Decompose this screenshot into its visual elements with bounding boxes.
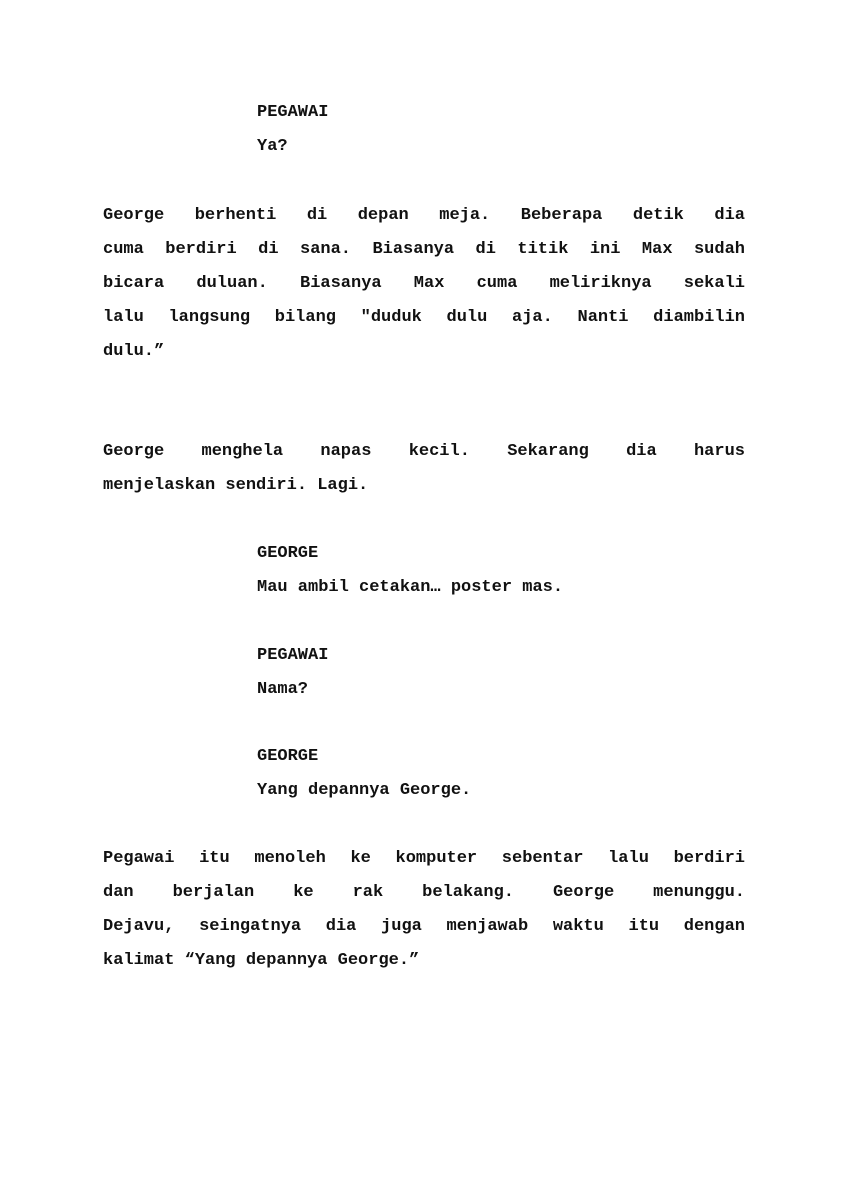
character-name: PEGAWAI [257,646,329,665]
action-line: bicara duluan. Biasanya Max cuma meliriknya sekali [103,274,745,293]
dialogue-line: Yang depannya George. [257,781,472,800]
dialogue-line: Nama? [257,680,309,699]
character-name: PEGAWAI [257,103,329,122]
action-line: lalu langsung bilang "duduk dulu aja. Nanti diambilin [103,308,745,327]
character-name: GEORGE [257,544,319,563]
action-line: George menghela napas kecil. Sekarang dia harus [103,442,745,461]
dialogue-block-pegawai-1 [257,96,328,164]
dialogue-block-george-2 [257,740,471,808]
dialogue-block-pegawai-2 [257,639,328,707]
action-paragraph-3 [103,842,745,978]
action-line: cuma berdiri di sana. Biasanya di titik ini Max sudah [103,240,745,259]
action-line: kalimat “Yang depannya George.” [103,951,420,970]
action-line: Dejavu, seingatnya dia juga menjawab waktu itu dengan [103,917,745,936]
dialogue-block-george-1 [257,537,563,605]
dialogue-line: Mau ambil cetakan… poster mas. [257,578,564,597]
action-paragraph-2 [103,435,745,503]
action-line: dulu.” [103,342,165,361]
dialogue-line: Ya? [257,137,288,156]
action-line: George berhenti di depan meja. Beberapa detik dia [103,206,745,225]
action-line: dan berjalan ke rak belakang. George menunggu. [103,883,745,902]
action-line: menjelaskan sendiri. Lagi. [103,476,369,495]
action-line: Pegawai itu menoleh ke komputer sebentar lalu berdiri [103,849,745,868]
action-paragraph-1 [103,199,745,369]
character-name: GEORGE [257,747,319,766]
